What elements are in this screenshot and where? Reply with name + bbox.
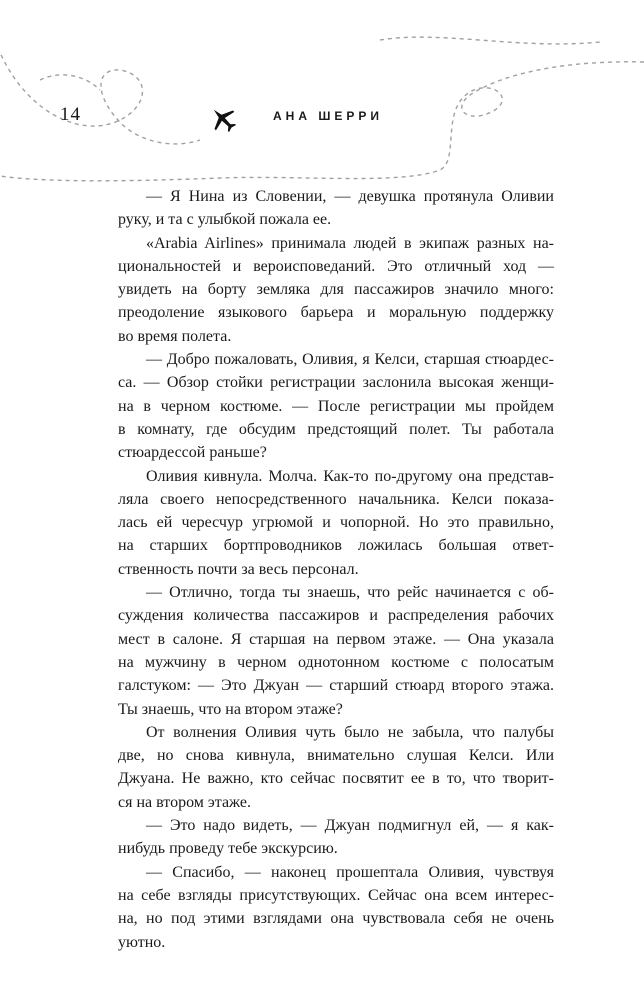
text-line: ся на втором этаже. bbox=[118, 793, 251, 811]
paragraph bbox=[118, 348, 554, 464]
running-header-author: АНА ШЕРРИ bbox=[273, 109, 384, 123]
page-number: 14 bbox=[60, 104, 81, 125]
text-line: циональностей и вероисповеданий. Это отличный ход — bbox=[118, 257, 554, 275]
text-line: Оливия кивнула. Молча. Как-то по-другому она представ- bbox=[146, 467, 554, 485]
text-line: на мужчину в черном однотонном костюме с полосатым bbox=[118, 653, 554, 671]
text-line: нибудь проведу тебе экскурсию. bbox=[118, 840, 338, 858]
text-line: са. — Обзор стойки регистрации заслонила высокая женщи- bbox=[118, 374, 554, 392]
paragraph bbox=[118, 465, 554, 581]
paragraph bbox=[118, 185, 554, 232]
text-line: галстуком: — Это Джуан — старший стюард второго этажа. bbox=[118, 677, 554, 695]
text-line: Джуана. Не важно, кто сейчас посвятит ее в то, что творит- bbox=[118, 770, 554, 788]
paragraph bbox=[118, 814, 554, 861]
text-line: мест в салоне. Я старшая на первом этаже. — Она указала bbox=[118, 630, 554, 648]
text-line: во время полета. bbox=[118, 327, 232, 345]
dashed-flight-path-decoration bbox=[0, 0, 644, 200]
body-text bbox=[118, 185, 554, 954]
text-line: — Отлично, тогда ты знаешь, что рейс начинается с об- bbox=[146, 584, 554, 602]
text-line: — Я Нина из Словении, — девушка протянула Оливии bbox=[146, 188, 554, 205]
text-line: — Добро пожаловать, Оливия, я Келси, старшая стюардес- bbox=[146, 351, 554, 369]
airplane-icon bbox=[208, 104, 238, 134]
text-line: — Это надо видеть, — Джуан подмигнул ей, — я как- bbox=[146, 817, 554, 835]
text-line: на в черном костюме. — После регистрации мы пройдем bbox=[118, 397, 554, 415]
text-line: От волнения Оливия чуть было не забыла, что палубы bbox=[146, 723, 554, 741]
text-line: — Спасибо, — наконец прошептала Оливия, чувствуя bbox=[146, 863, 554, 881]
paragraph bbox=[118, 861, 554, 954]
text-line: в комнату, где обсудим предстоящий полет. Ты работала bbox=[118, 420, 554, 438]
text-line: на, но под этими взглядами она чувствовала себя не очень bbox=[118, 910, 554, 928]
text-line: Ты знаешь, что на втором этаже? bbox=[118, 700, 343, 718]
paragraph bbox=[118, 581, 554, 721]
text-line: стюардессой раньше? bbox=[118, 444, 267, 462]
paragraph bbox=[118, 232, 554, 348]
text-line: суждения количества пассажиров и распределения рабочих bbox=[118, 607, 554, 625]
text-line: лась ей чересчур угрюмой и чопорной. Но это правильно, bbox=[118, 514, 554, 532]
text-line: на старших бортпроводников ложилась большая ответ- bbox=[118, 537, 554, 555]
text-line: на себе взгляды присутствующих. Сейчас она всем интерес- bbox=[118, 886, 554, 904]
text-line: руку, и та с улыбкой пожала ее. bbox=[118, 211, 332, 229]
text-line: уютно. bbox=[118, 933, 166, 951]
text-line: ственность почти за весь персонал. bbox=[118, 560, 359, 578]
paragraph bbox=[118, 721, 554, 814]
text-line: две, но снова кивнула, внимательно слушая Келси. Или bbox=[118, 747, 554, 765]
text-line: «Arabia Airlines» принимала людей в экипаж разных на- bbox=[146, 234, 554, 252]
text-line: ляла своего непосредственного начальника. Келси показа- bbox=[118, 490, 554, 508]
text-line: преодоление языкового барьера и моральную поддержку bbox=[118, 304, 554, 322]
text-line: увидеть на борту земляка для пассажиров значило много: bbox=[118, 281, 554, 299]
